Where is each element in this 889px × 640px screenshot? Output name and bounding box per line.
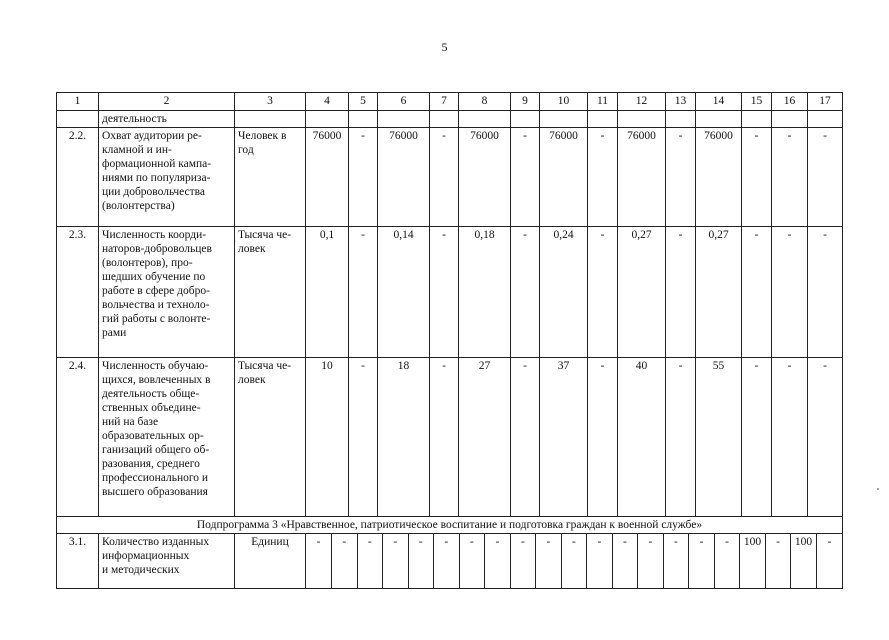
value-cell: 76000: [306, 128, 349, 227]
value-cell: -: [511, 128, 540, 227]
empty-cell: [540, 111, 588, 128]
empty-cell: [459, 111, 511, 128]
row-number: 2.3.: [57, 227, 99, 358]
value-cell: -: [587, 534, 613, 588]
header-cell: 8: [459, 93, 511, 111]
value-cell: -: [663, 534, 689, 588]
value-cell: 27: [459, 358, 511, 517]
empty-cell: [349, 111, 378, 128]
row-number: 3.1.: [57, 534, 99, 589]
value-cell: -: [714, 534, 740, 588]
table-row: [57, 128, 843, 227]
indicators-table-wrap: [56, 92, 842, 589]
value-cell: 0,14: [378, 227, 430, 358]
empty-cell: [511, 111, 540, 128]
value-cell: 76000: [618, 128, 666, 227]
row-3-1-value-grid: [306, 534, 842, 588]
value-cell: -: [588, 128, 618, 227]
subprogram-3-rows: [57, 534, 843, 589]
empty-cell: [430, 111, 459, 128]
value-cell: -: [742, 128, 772, 227]
value-cell: -: [808, 227, 843, 358]
header-cell: 1: [57, 93, 99, 111]
value-cell: 40: [618, 358, 666, 517]
unit-of-measure: Человек в год: [235, 128, 306, 227]
header-cell: 9: [511, 93, 540, 111]
continuation-text: деятельность: [99, 111, 235, 128]
value-cell: 55: [696, 358, 742, 517]
value-cell: 76000: [378, 128, 430, 227]
value-cell: -: [510, 534, 536, 588]
value-cell: -: [612, 534, 638, 588]
value-cell: -: [430, 358, 459, 517]
empty-cell: [306, 111, 349, 128]
header-cell: 4: [306, 93, 349, 111]
scan-speck: [877, 488, 879, 490]
header-cell: 10: [540, 93, 588, 111]
value-cell: -: [511, 227, 540, 358]
header-cell: 5: [349, 93, 378, 111]
value-cell: 76000: [459, 128, 511, 227]
value-grid-row: [306, 534, 842, 588]
empty-cell: [235, 111, 306, 128]
table-row: [57, 227, 843, 358]
value-cell: 100: [791, 534, 817, 588]
value-cell: 18: [378, 358, 430, 517]
empty-cell: [808, 111, 843, 128]
value-cell: 100: [740, 534, 766, 588]
header-cell: 6: [378, 93, 430, 111]
value-cell: -: [349, 128, 378, 227]
value-cell: -: [742, 227, 772, 358]
value-cell: -: [430, 128, 459, 227]
unit-of-measure: Единиц: [235, 534, 306, 589]
value-cell: -: [332, 534, 358, 588]
value-cell: 10: [306, 358, 349, 517]
value-cell: 0,27: [696, 227, 742, 358]
value-cell: -: [816, 534, 842, 588]
value-cell: -: [772, 227, 808, 358]
empty-cell: [588, 111, 618, 128]
value-cell: -: [666, 128, 696, 227]
header-cell: 16: [772, 93, 808, 111]
header-cell: 17: [808, 93, 843, 111]
value-cell: -: [808, 358, 843, 517]
value-cell: 76000: [540, 128, 588, 227]
value-cell: -: [742, 358, 772, 517]
empty-cell: [742, 111, 772, 128]
header-cell: 14: [696, 93, 742, 111]
value-cell: -: [588, 358, 618, 517]
empty-cell: [57, 111, 99, 128]
value-cell: -: [666, 227, 696, 358]
indicator-name: Количество изданных информационных и методических: [99, 534, 235, 589]
header-cell: 12: [618, 93, 666, 111]
row-3-1-values: [306, 534, 843, 589]
header-cell: 3: [235, 93, 306, 111]
value-cell: -: [485, 534, 511, 588]
value-cell: -: [511, 358, 540, 517]
value-cell: 0,24: [540, 227, 588, 358]
value-cell: 0,27: [618, 227, 666, 358]
empty-cell: [772, 111, 808, 128]
value-cell: -: [765, 534, 791, 588]
value-cell: -: [561, 534, 587, 588]
row-number: 2.4.: [57, 358, 99, 517]
value-cell: -: [808, 128, 843, 227]
section-row: [57, 517, 843, 534]
indicators-table: [56, 92, 843, 589]
value-cell: -: [588, 227, 618, 358]
empty-cell: [618, 111, 666, 128]
header-cell: 2: [99, 93, 235, 111]
value-cell: -: [306, 534, 332, 588]
value-cell: -: [536, 534, 562, 588]
column-number-row: [57, 93, 843, 111]
table-row: [57, 534, 843, 589]
value-cell: -: [666, 358, 696, 517]
header-cell: 13: [666, 93, 696, 111]
empty-cell: [666, 111, 696, 128]
empty-cell: [696, 111, 742, 128]
page-number: 5: [441, 40, 448, 54]
unit-of-measure: Тысяча че- ловек: [235, 227, 306, 358]
value-cell: -: [349, 227, 378, 358]
value-cell: -: [357, 534, 383, 588]
value-cell: 37: [540, 358, 588, 517]
header-cell: 7: [430, 93, 459, 111]
value-cell: -: [408, 534, 434, 588]
value-cell: 0,18: [459, 227, 511, 358]
unit-of-measure: Тысяча че- ловек: [235, 358, 306, 517]
indicator-name: Численность коорди- наторов-добровольцев (волонтеров), про- шедших обучение по работе в сфере добро- вольчества и техноло- гий работы с волонте- рами: [99, 227, 235, 358]
value-cell: -: [772, 358, 808, 517]
value-cell: -: [689, 534, 715, 588]
value-cell: -: [434, 534, 460, 588]
indicator-name: Охват аудитории ре- кламной и ин- формационной кампа- ниями по популяриза- ции добровольчества (волонтерства): [99, 128, 235, 227]
section-title: Подпрограмма 3 «Нравственное, патриотическое воспитание и подготовка граждан к военной службе»: [57, 517, 843, 534]
header-cell: 11: [588, 93, 618, 111]
table-row: [57, 358, 843, 517]
indicator-rows: [57, 128, 843, 517]
empty-cell: [378, 111, 430, 128]
value-cell: -: [638, 534, 664, 588]
value-cell: -: [349, 358, 378, 517]
value-cell: 76000: [696, 128, 742, 227]
value-cell: -: [459, 534, 485, 588]
row-number: 2.2.: [57, 128, 99, 227]
value-cell: 0,1: [306, 227, 349, 358]
header-cell: 15: [742, 93, 772, 111]
indicator-name: Численность обучаю- щихся, вовлеченных в деятельность обще- ственных объедине- ний на базе образовательных ор- ганизаций общего об- разования, среднего профессионального и высшего образования: [99, 358, 235, 517]
value-cell: -: [383, 534, 409, 588]
continuation-row: [57, 111, 843, 128]
value-cell: -: [772, 128, 808, 227]
value-cell: -: [430, 227, 459, 358]
